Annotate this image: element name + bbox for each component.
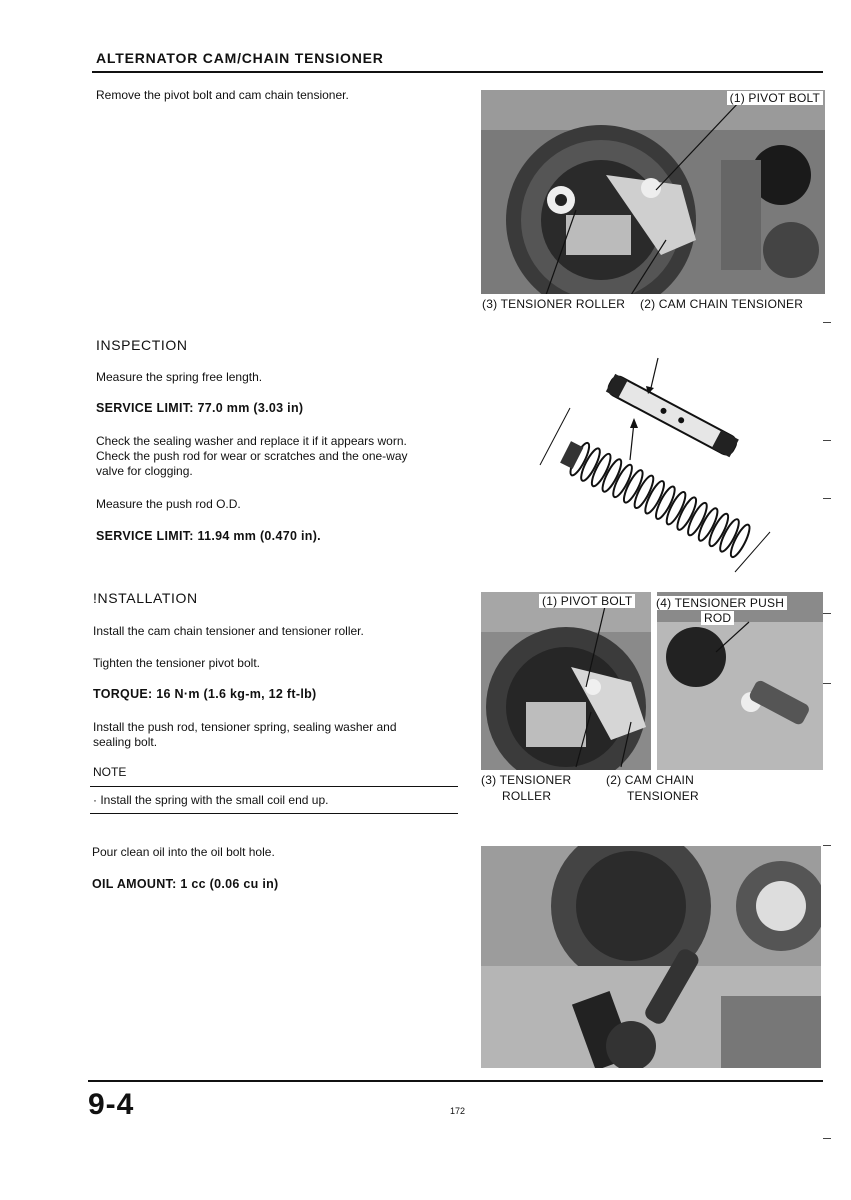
- fig3-label-roller-line2: ROLLER: [502, 789, 552, 803]
- service-limit-push-rod: SERVICE LIMIT: 11.94 mm (0.470 in).: [96, 529, 321, 543]
- margin-mark: [823, 498, 831, 499]
- margin-mark: [823, 440, 831, 441]
- fig3-label-tensioner-line1: (2) CAM CHAIN: [606, 773, 694, 787]
- page-index: 172: [450, 1106, 466, 1116]
- figure-installation-photo: [481, 592, 823, 770]
- installation-text-3a: Install the push rod, tensioner spring, sealing washer and: [93, 720, 397, 734]
- inspection-text-2a: Check the sealing washer and replace it if it appears worn.: [96, 434, 407, 448]
- fig1-label-pivot-bolt: (1) PIVOT BOLT: [727, 91, 823, 105]
- fig1-label-cam-chain-tensioner: (2) CAM CHAIN TENSIONER: [640, 297, 804, 311]
- torque-spec: TORQUE: 16 N·m (1.6 kg-m, 12 ft-lb): [93, 687, 317, 701]
- inspection-text-2b: Check the push rod for wear or scratches and the one-way: [96, 449, 408, 463]
- oil-text: Pour clean oil into the oil bolt hole.: [92, 845, 275, 859]
- service-limit-spring: SERVICE LIMIT: 77.0 mm (3.03 in): [96, 401, 304, 415]
- margin-mark: [823, 683, 831, 684]
- fig3-label-tensioner-line2: TENSIONER: [627, 789, 699, 803]
- note-label: NOTE: [93, 765, 127, 779]
- margin-mark: [823, 322, 831, 323]
- installation-text-1: Install the cam chain tensioner and tensioner roller.: [93, 624, 364, 638]
- footer-rule: [88, 1080, 823, 1082]
- inspection-text-2c: valve for clogging.: [96, 464, 193, 478]
- margin-mark: [823, 1138, 831, 1139]
- note-rule-bottom: [90, 813, 458, 814]
- figure-pivot-bolt-photo: [481, 90, 825, 294]
- note-rule-top: [90, 786, 458, 787]
- figure-oil-photo: [481, 846, 821, 1068]
- installation-heading: !NSTALLATION: [93, 590, 198, 606]
- figure-spring-push-rod: [530, 350, 780, 575]
- section-title: ALTERNATOR CAM/CHAIN TENSIONER: [96, 50, 384, 66]
- note-item: · Install the spring with the small coil end up.: [93, 793, 329, 807]
- oil-amount: OIL AMOUNT: 1 cc (0.06 cu in): [92, 877, 279, 891]
- inspection-text-3: Measure the push rod O.D.: [96, 497, 241, 511]
- header-rule: [92, 71, 823, 73]
- page-section-number: 9-4: [88, 1088, 135, 1121]
- fig3-label-pivot-bolt: (1) PIVOT BOLT: [539, 594, 635, 608]
- fig3-label-roller-line1: (3) TENSIONER: [481, 773, 572, 787]
- fig1-label-tensioner-roller: (3) TENSIONER ROLLER: [482, 297, 626, 311]
- inspection-heading: INSPECTION: [96, 337, 188, 353]
- installation-text-2: Tighten the tensioner pivot bolt.: [93, 656, 260, 670]
- inspection-text-1: Measure the spring free length.: [96, 370, 263, 384]
- margin-mark: [823, 845, 831, 846]
- removal-text: Remove the pivot bolt and cam chain tensioner.: [96, 88, 349, 102]
- fig3-label-push-rod-line2: ROD: [701, 611, 734, 625]
- installation-text-3b: sealing bolt.: [93, 735, 158, 749]
- margin-mark: [823, 613, 831, 614]
- fig3-label-push-rod-line1: (4) TENSIONER PUSH: [653, 596, 787, 610]
